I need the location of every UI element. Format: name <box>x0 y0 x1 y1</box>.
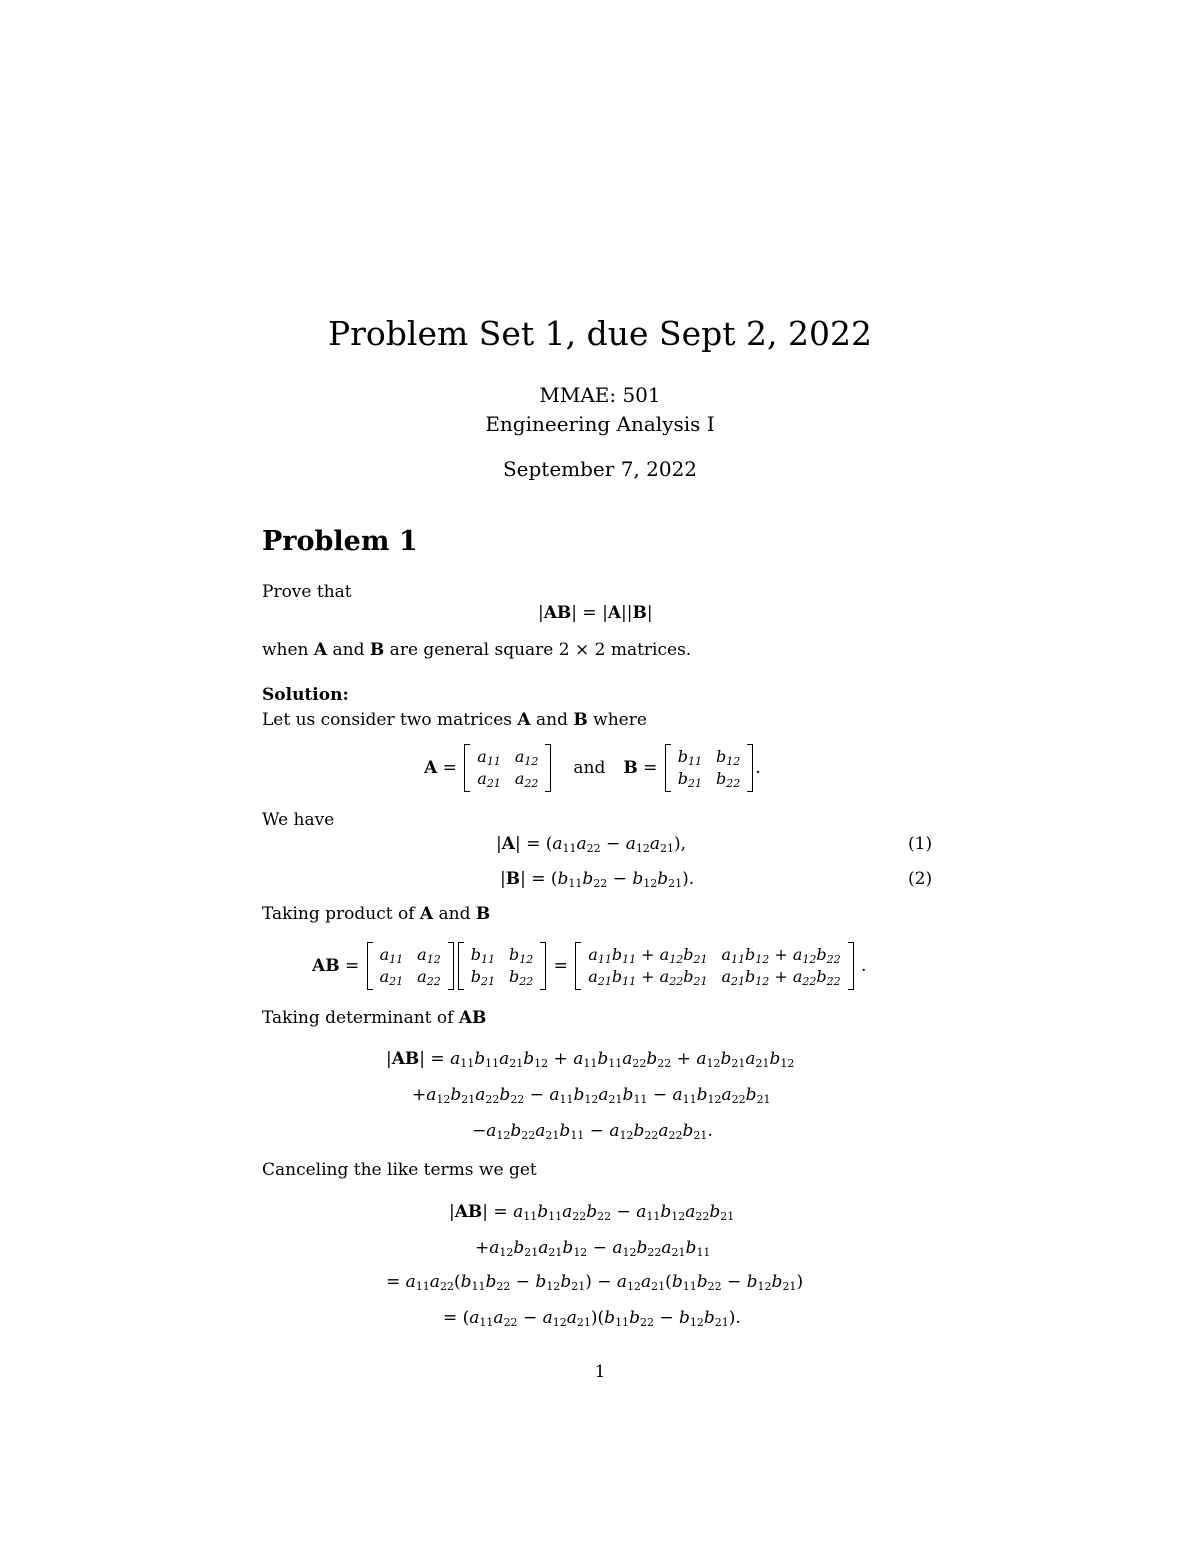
product-matrix-a: $a_{11}$ $a_{12}$ $a_{21}$ $a_{22}$ <box>367 942 454 990</box>
canceled-line-2: $+a_{12}b_{21}a_{21}b_{12} - a_{12}b_{22}a_{21}b_{11}$ <box>475 1238 711 1259</box>
determinant-line-1: $|AB| = a_{11}b_{11}a_{21}b_{12} + a_{11}b_{11}a_{22}b_{22} + a_{12}b_{21}a_{21}b_{12}$ <box>386 1049 795 1070</box>
paper-title: Problem Set 1, due Sept 2, 2022 <box>327 314 873 353</box>
product-matrix-b: $b_{11}$ $b_{12}$ $b_{21}$ $b_{22}$ <box>458 942 547 990</box>
page-number: 1 <box>594 1362 606 1382</box>
matrix-b: $b_{11}$ $b_{12}$ $b_{21}$ $b_{22}$ <box>665 744 754 792</box>
we-have-text: We have <box>262 810 335 830</box>
product-result-matrix: $a_{11}b_{11} + a_{12}b_{21}$ $a_{11}b_{12} + a_{12}b_{22}$ $a_{21}b_{11} + a_{22}b_{21}$ $a_{21}b_{12} + a_{22}b_{22}$ <box>575 942 853 990</box>
equation-1-number: (1) <box>908 834 933 854</box>
document-date: September 7, 2022 <box>502 457 698 481</box>
equation-2: $|B| = (b_{11}b_{22} - b_{12}b_{21})$. <box>500 869 695 890</box>
matrix-definition: A = $a_{11}$ $a_{12}$ $a_{21}$ $a_{22}$ and B = $b_{11}$ $b_{12}$ $b_{21}$ $b_{22}$ . <box>424 742 761 794</box>
equation-2-number: (2) <box>908 869 933 889</box>
cancel-intro: Canceling the like terms we get <box>262 1160 537 1180</box>
determinant-line-2: $+a_{12}b_{21}a_{22}b_{22} - a_{11}b_{12}a_{21}b_{11} - a_{11}b_{12}a_{22}b_{21}$ <box>412 1085 771 1106</box>
factored-line-2: = $(a_{11}a_{22} - a_{12}a_{21})(b_{11}b_{22} - b_{12}b_{21})$. <box>443 1308 741 1329</box>
matrix-and-word: and <box>573 758 606 778</box>
factored-line-1: = $a_{11}a_{22}(b_{11}b_{22} - b_{12}b_{21}) - a_{12}a_{21}(b_{11}b_{22} - b_{12}b_{21})$ <box>386 1272 804 1293</box>
solution-label: Solution: <box>262 685 349 705</box>
canceled-line-1: $|AB| = a_{11}b_{11}a_{22}b_{22} - a_{11}b_{12}a_{22}b_{21}$ <box>449 1202 735 1223</box>
determinant-line-3: $-a_{12}b_{22}a_{21}b_{11} - a_{12}b_{22}a_{22}b_{21}$. <box>472 1121 713 1142</box>
matrix-a: $a_{11}$ $a_{12}$ $a_{21}$ $a_{22}$ <box>464 744 551 792</box>
course-code: MMAE: 501 <box>539 383 661 407</box>
matrix-product: AB = $a_{11}$ $a_{12}$ $a_{21}$ $a_{22}$ $b_{11}$ $b_{12}$ $b_{21}$ $b_{22}$ = $a_{11}b_{11} + a_{12}b_{21}$ $a_{11}b_{12} + a_{12}b_{22}$ $a_{21}b_{11} + a_{22}b_{21}$ $a_{21}b_{12} + a_{22}b_{22}$ . <box>312 940 866 992</box>
product-intro: Taking product of A and B <box>262 904 491 924</box>
main-equation: |AB| = |A||B| <box>538 603 653 623</box>
prove-that-text: Prove that <box>262 582 352 602</box>
equation-1: $|A| = (a_{11}a_{22} - a_{12}a_{21})$, <box>496 834 687 855</box>
solution-intro: Let us consider two matrices A and B where <box>262 710 647 730</box>
section-heading: Problem 1 <box>262 526 418 557</box>
condition-text: when A and B are general square 2 × 2 matrices. <box>262 640 692 660</box>
determinant-intro: Taking determinant of AB <box>262 1008 487 1028</box>
course-name: Engineering Analysis I <box>485 412 715 436</box>
